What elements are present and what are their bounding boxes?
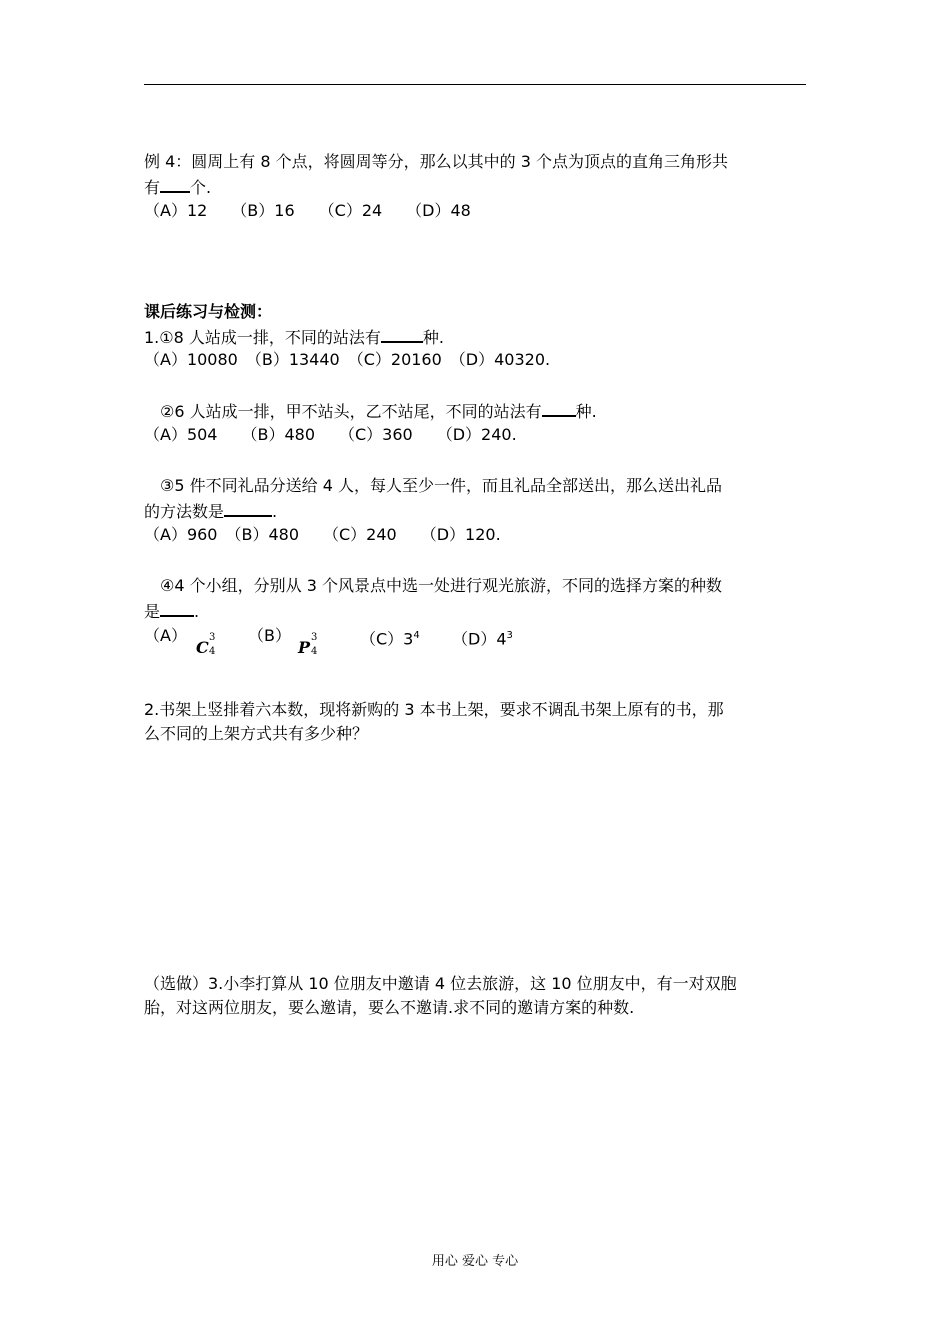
- q1d-option-a-formula: [196, 632, 216, 657]
- option-d-text: （D）4: [452, 629, 507, 649]
- q2-line1: 2.书架上竖排着六本数，现将新购的 3 本书上架，要求不调乱书架上原有的书，那: [144, 700, 724, 719]
- q1d-line2-pre: 是: [144, 602, 161, 621]
- practice-heading: 课后练习与检测：: [144, 302, 273, 321]
- formula-letter: P: [298, 638, 311, 657]
- q1d-option-c: [360, 626, 420, 649]
- answer-blank[interactable]: [160, 600, 194, 617]
- q1b-line: [160, 400, 830, 422]
- q1c-line2-post: .: [272, 502, 278, 521]
- example4-line2: [144, 176, 814, 198]
- example4-line2-post: 个.: [190, 178, 212, 197]
- formula-sup: 3: [209, 632, 216, 643]
- formula-sub: 4: [209, 646, 216, 657]
- formula-sub: 4: [311, 646, 318, 657]
- q2-line2: 么不同的上架方式共有多少种？: [144, 724, 369, 743]
- example4-line2-pre: 有: [144, 178, 161, 197]
- example4-options: （A）12 （B）16 （C）24 （D）48: [144, 201, 471, 220]
- answer-blank[interactable]: [542, 400, 576, 417]
- answer-blank[interactable]: [160, 176, 190, 193]
- q1a-post: 种.: [422, 328, 444, 347]
- q3-line1: （选做）3.小李打算从 10 位朋友中邀请 4 位去旅游，这 10 位朋友中，有一对双胞: [144, 974, 737, 993]
- answer-blank[interactable]: [381, 326, 423, 343]
- q1d-option-a-label: （A）: [144, 626, 187, 645]
- q1a-pre: 1.①8 人站成一排，不同的站法有: [144, 328, 381, 347]
- formula-sup: 3: [311, 632, 318, 643]
- q1d-option-b-formula: [298, 632, 318, 657]
- option-c-text: （C）3: [360, 629, 414, 649]
- q1b-pre: ②6 人站成一排，甲不站头，乙不站尾，不同的站法有: [160, 402, 542, 421]
- q1a-options: （A）10080 （B）13440 （C）20160 （D）40320.: [144, 350, 551, 369]
- q1d-option-b-label: （B）: [248, 626, 291, 645]
- q1d-line1: ④4 个小组，分别从 3 个风景点中选一处进行观光旅游，不同的选择方案的种数: [160, 576, 722, 595]
- q1a-line: [144, 326, 814, 348]
- header-rule: [144, 84, 806, 85]
- q1d-line2-post: .: [194, 602, 200, 621]
- q1b-options: （A）504 （B）480 （C）360 （D）240.: [144, 425, 517, 444]
- option-c-sup: 4: [413, 630, 420, 641]
- page-footer: 用心 爱心 专心: [431, 1254, 519, 1269]
- q1b-post: 种.: [575, 402, 597, 421]
- q1d-option-d: [452, 626, 513, 649]
- q1c-options: （A）960 （B）480 （C）240 （D）120.: [144, 525, 501, 544]
- q1c-line2-pre: 的方法数是: [144, 502, 225, 521]
- formula-letter: C: [196, 638, 209, 657]
- answer-blank[interactable]: [224, 500, 272, 517]
- q1c-line2: [144, 500, 814, 522]
- option-d-sup: 3: [506, 630, 513, 641]
- q1c-line1: ③5 件不同礼品分送给 4 人，每人至少一件，而且礼品全部送出，那么送出礼品: [160, 476, 722, 495]
- q1d-line2: [144, 600, 814, 622]
- q3-line2: 胎，对这两位朋友，要么邀请，要么不邀请.求不同的邀请方案的种数.: [144, 998, 635, 1017]
- example4-line1: 例 4：圆周上有 8 个点，将圆周等分，那么以其中的 3 个点为顶点的直角三角形共: [144, 152, 728, 171]
